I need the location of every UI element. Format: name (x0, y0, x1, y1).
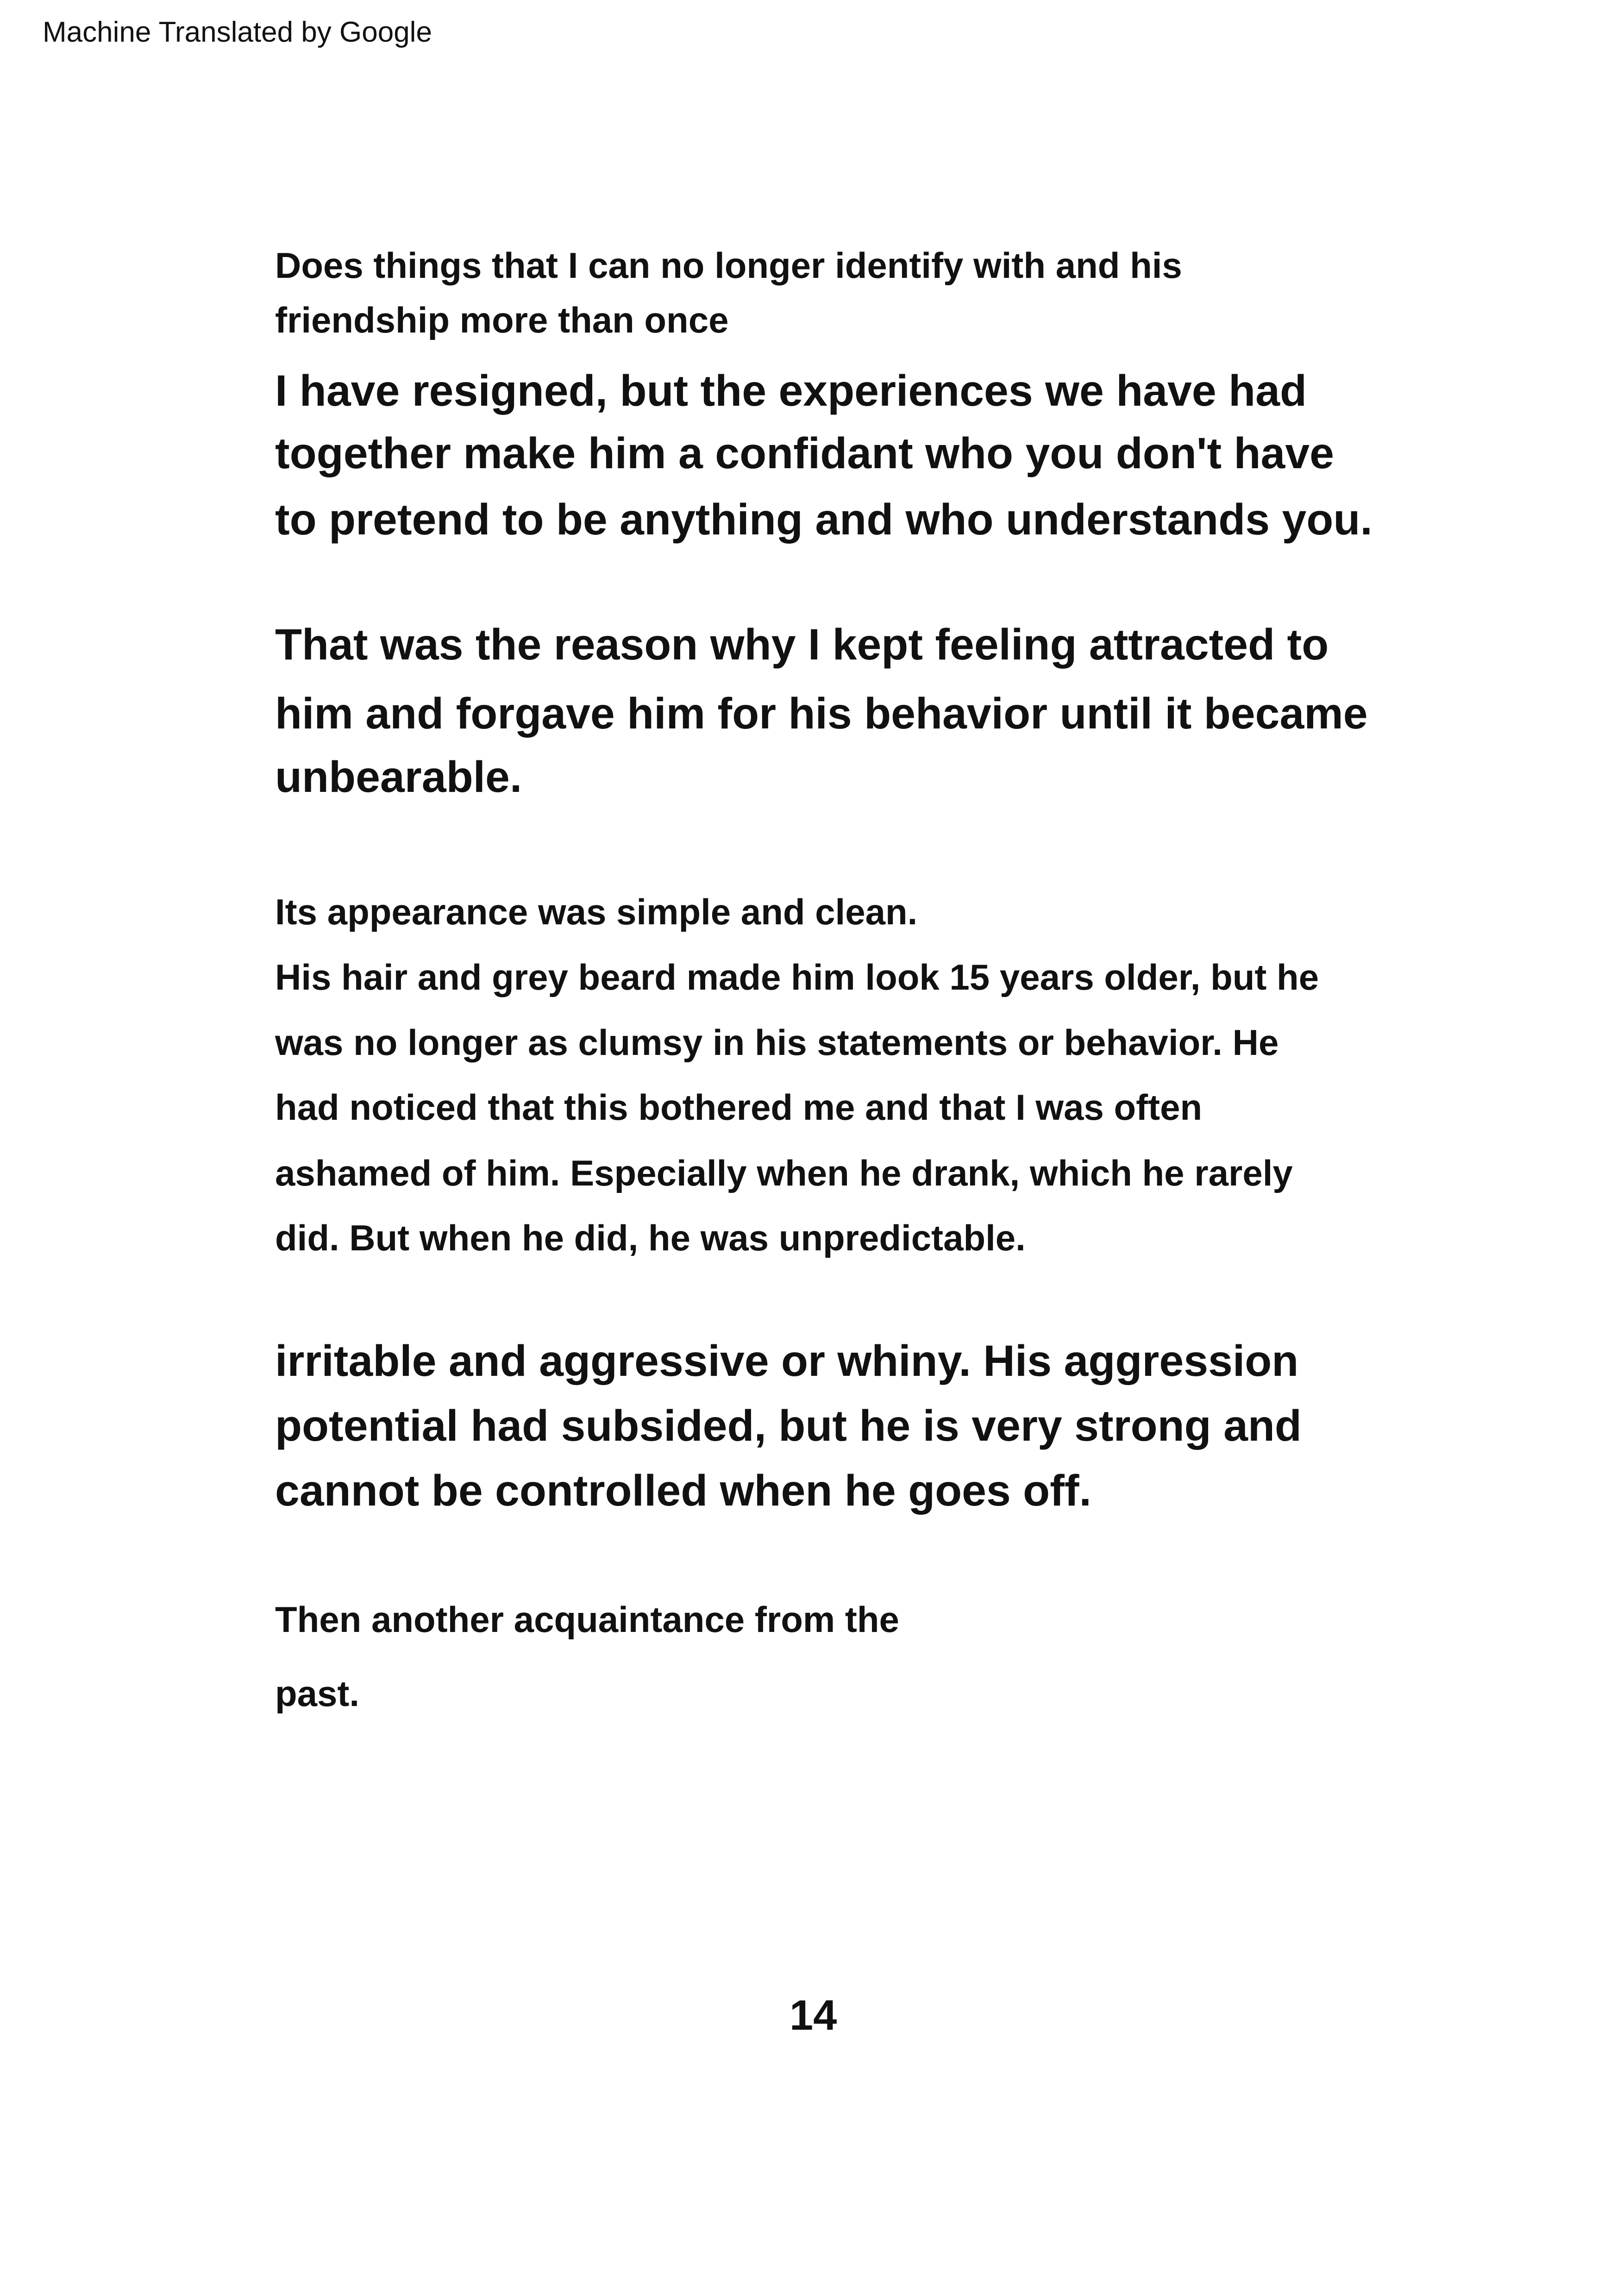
paragraph-5-line-1: irritable and aggressive or whiny. His aggression (275, 1336, 1299, 1386)
paragraph-4-line-1: Its appearance was simple and clean. (275, 891, 918, 932)
paragraph-6-line-2: past. (275, 1673, 360, 1714)
paragraph-1-line-2: friendship more than once (275, 300, 729, 340)
paragraph-4-line-3: was no longer as clumsy in his statements or behavior. He (275, 1022, 1279, 1063)
page-number: 14 (790, 1992, 837, 2039)
paragraph-5-line-2: potential had subsided, but he is very strong and (275, 1401, 1302, 1450)
paragraph-4-line-6: did. But when he did, he was unpredictable. (275, 1217, 1026, 1258)
paragraph-5-line-3: cannot be controlled when he goes off. (275, 1466, 1091, 1515)
paragraph-3-line-2: him and forgave him for his behavior until it became (275, 689, 1368, 738)
paragraph-2-line-1: I have resigned, but the experiences we have had (275, 366, 1307, 415)
paragraph-4-line-4: had noticed that this bothered me and that I was often (275, 1087, 1203, 1128)
paragraph-3-line-3: unbearable. (275, 753, 522, 802)
paragraph-2-line-2: together make him a confidant who you don't have (275, 429, 1335, 478)
paragraph-3-line-1: That was the reason why I kept feeling attracted to (275, 620, 1329, 669)
paragraph-4-line-2: His hair and grey beard made him look 15 years older, but he (275, 957, 1319, 997)
paragraph-2-line-3: to pretend to be anything and who understands you. (275, 495, 1373, 544)
paragraph-6-line-1: Then another acquaintance from the (275, 1599, 899, 1640)
machine-translation-note: Machine Translated by Google (43, 16, 432, 48)
paragraph-1-line-1: Does things that I can no longer identify with and his (275, 245, 1182, 286)
paragraph-4-line-5: ashamed of him. Especially when he drank, which he rarely (275, 1153, 1293, 1193)
